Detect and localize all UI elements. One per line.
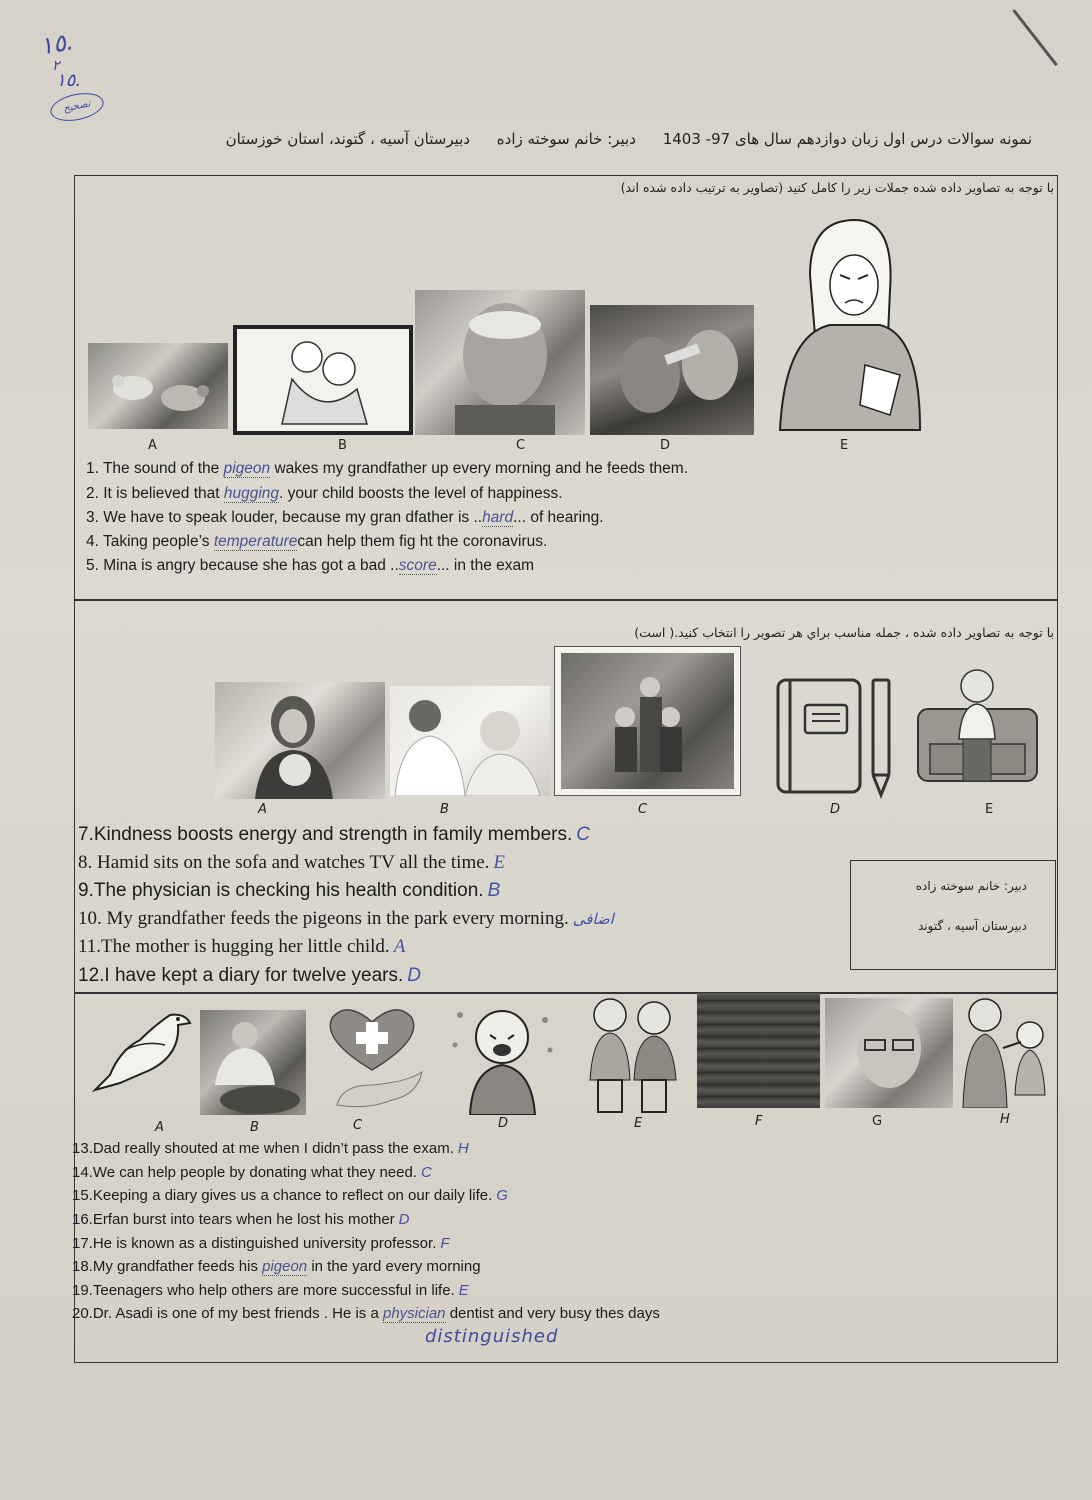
question-2 bbox=[86, 485, 563, 503]
q1-text: 1. The sound of the bbox=[86, 460, 224, 477]
question-16 bbox=[72, 1211, 410, 1228]
pencil-mark bbox=[1012, 9, 1057, 66]
teacher-box-school: دبیرستان آسیه ، گتوند bbox=[917, 919, 1027, 933]
doctor-patient-photo bbox=[390, 686, 550, 796]
question-8 bbox=[78, 852, 505, 874]
q20-text-end: dentist and very busy thes days bbox=[445, 1305, 660, 1322]
q11-text: 11.The mother is hugging her little child. bbox=[78, 936, 390, 957]
question-14 bbox=[72, 1164, 432, 1181]
q14-text: 14.We can help people by donating what they need. bbox=[72, 1164, 417, 1181]
handwritten-mark: ٢ bbox=[52, 58, 60, 74]
q11-answer[interactable]: A bbox=[393, 936, 406, 957]
donation-heart-icon bbox=[312, 1000, 432, 1115]
label-2C: C bbox=[638, 802, 648, 817]
school-name: دبیرستان آسیه ، گتوند، استان خوزستان bbox=[225, 130, 470, 148]
teacher-info-box bbox=[850, 860, 1056, 970]
q9-answer[interactable]: B bbox=[487, 880, 501, 901]
label-2D: D bbox=[830, 802, 841, 817]
old-man-hearing bbox=[415, 290, 585, 435]
handwritten-score-2: ١٥. bbox=[56, 70, 82, 91]
question-7 bbox=[78, 824, 590, 846]
q17-text: 17.He is known as a distinguished university professor. bbox=[72, 1235, 437, 1252]
question-12 bbox=[78, 965, 421, 987]
q14-answer[interactable]: C bbox=[420, 1164, 432, 1181]
label-1E: E bbox=[840, 438, 849, 453]
question-10 bbox=[78, 908, 614, 930]
label-3E: E bbox=[634, 1116, 643, 1131]
man-on-sofa-drawing bbox=[915, 664, 1040, 796]
handwritten-score: ١٥. bbox=[37, 27, 76, 61]
q3-answer[interactable]: hard bbox=[482, 509, 514, 526]
q13-text: 13.Dad really shouted at me when I didn’t pass the exam. bbox=[72, 1140, 454, 1157]
question-19 bbox=[72, 1282, 469, 1299]
q3-text: 3. We have to speak louder, because my gran dfather is .. bbox=[86, 509, 483, 526]
q1-answer[interactable]: pigeon bbox=[223, 460, 271, 477]
q16-answer[interactable]: D bbox=[398, 1211, 410, 1228]
question-4 bbox=[86, 533, 547, 551]
pigeon-drawing bbox=[80, 995, 195, 1095]
question-5 bbox=[86, 557, 534, 575]
label-3D: D bbox=[498, 1116, 509, 1131]
lecture-hall-photo bbox=[697, 993, 820, 1108]
family-photo bbox=[554, 646, 741, 796]
question-18 bbox=[72, 1258, 481, 1275]
q2-answer[interactable]: hugging bbox=[223, 485, 280, 502]
label-1A: A bbox=[148, 438, 157, 453]
question-15 bbox=[72, 1187, 508, 1204]
q4-answer[interactable]: temperature bbox=[213, 533, 298, 550]
label-3F: F bbox=[755, 1114, 763, 1129]
label-3C: C bbox=[353, 1118, 363, 1133]
label-2A: A bbox=[258, 802, 267, 817]
q10-answer[interactable]: اضافی bbox=[572, 912, 614, 928]
q7-text: 7.Kindness boosts energy and strength in family members. bbox=[78, 824, 573, 845]
label-1D: D bbox=[660, 438, 671, 453]
question-11 bbox=[78, 936, 405, 958]
angry-woman-drawing bbox=[770, 215, 925, 435]
q19-answer[interactable]: E bbox=[458, 1282, 469, 1299]
q20-answer[interactable]: physician bbox=[382, 1305, 446, 1322]
pigeons-photo bbox=[88, 343, 228, 429]
question-9 bbox=[78, 880, 500, 902]
label-3H: H bbox=[1000, 1112, 1010, 1127]
q16-text: 16.Erfan burst into tears when he lost his mother bbox=[72, 1211, 395, 1228]
label-3B: B bbox=[250, 1120, 259, 1135]
q18-text-end: in the yard every morning bbox=[307, 1258, 481, 1275]
temperature-check-photo bbox=[590, 305, 754, 435]
label-2B: B bbox=[440, 802, 449, 817]
q9-text: 9.The physician is checking his health condition. bbox=[78, 880, 484, 901]
q5-text-end: ... in the exam bbox=[436, 557, 535, 574]
label-1B: B bbox=[338, 438, 347, 453]
q5-answer[interactable]: score bbox=[398, 557, 437, 574]
teacher-box-name: دبیر: خانم سوخته زاده bbox=[915, 879, 1027, 893]
q20-text: 20.Dr. Asadi is one of my best friends . He is a bbox=[72, 1305, 383, 1322]
question-3 bbox=[86, 509, 604, 527]
page-title bbox=[204, 130, 1032, 148]
q12-text: 12.I have kept a diary for twelve years. bbox=[78, 965, 404, 986]
elderly-couple-cartoon bbox=[578, 990, 686, 1115]
q7-answer[interactable]: C bbox=[576, 824, 590, 845]
question-20 bbox=[72, 1305, 660, 1322]
q2-text: 2. It is believed that bbox=[86, 485, 224, 502]
crying-man-cartoon bbox=[440, 995, 565, 1115]
q4-text: 4. Taking people’s bbox=[86, 533, 214, 550]
mother-child-photo bbox=[215, 682, 385, 799]
q3-text-end: ... of hearing. bbox=[513, 509, 604, 526]
father-scolding-cartoon bbox=[955, 990, 1055, 1108]
label-1C: C bbox=[516, 438, 526, 453]
question-13 bbox=[72, 1140, 469, 1157]
circled-signature: تصحیح bbox=[48, 89, 106, 126]
section-2-instruction: با توجه به تصاویر داده شده ، جمله مناسب براي هر تصویر را انتخاب کنید.( است) bbox=[634, 625, 1054, 640]
label-3A: A bbox=[155, 1120, 164, 1135]
q1-text-end: wakes my grandfather up every morning and he feeds them. bbox=[270, 460, 689, 477]
hugging-cartoon bbox=[233, 325, 413, 435]
doctor-photo bbox=[200, 1010, 306, 1115]
q19-text: 19.Teenagers who help others are more successful in life. bbox=[72, 1282, 455, 1299]
q18-answer[interactable]: pigeon bbox=[262, 1258, 308, 1275]
question-1 bbox=[86, 460, 688, 478]
diary-pencil-icon bbox=[775, 675, 895, 800]
handwritten-extra-word: distinguished bbox=[425, 1326, 559, 1347]
q4-text-end: can help them fig ht the coronavirus. bbox=[297, 533, 548, 550]
section-1-instruction: با توجه به تصاویر داده شده جملات زیر را کامل کنید (تصاویر به ترتیب داده شده اند) bbox=[620, 180, 1054, 195]
old-man-glasses-photo bbox=[825, 998, 953, 1108]
q5-text: 5. Mina is angry because she has got a bad .. bbox=[86, 557, 399, 574]
q12-answer[interactable]: D bbox=[407, 965, 422, 986]
q18-text: 18.My grandfather feeds his bbox=[72, 1258, 263, 1275]
title-text: نمونه سوالات درس اول زبان دوازدهم سال های 97- 1403 bbox=[662, 130, 1032, 148]
q8-text: 8. Hamid sits on the sofa and watches TV all the time. bbox=[78, 852, 490, 873]
teacher-name: دبیر: خانم سوخته زاده bbox=[496, 130, 636, 148]
question-17 bbox=[72, 1235, 450, 1252]
label-3G: G bbox=[872, 1114, 883, 1129]
label-2E: E bbox=[985, 802, 994, 817]
q15-text: 15.Keeping a diary gives us a chance to reflect on our daily life. bbox=[72, 1187, 493, 1204]
q13-answer[interactable]: H bbox=[457, 1140, 469, 1157]
q2-text-end: . your child boosts the level of happiness. bbox=[279, 485, 563, 502]
q15-answer[interactable]: G bbox=[496, 1187, 508, 1204]
q8-answer[interactable]: E bbox=[493, 852, 506, 873]
q10-text: 10. My grandfather feeds the pigeons in the park every morning. bbox=[78, 908, 569, 929]
q17-answer[interactable]: F bbox=[440, 1235, 450, 1252]
